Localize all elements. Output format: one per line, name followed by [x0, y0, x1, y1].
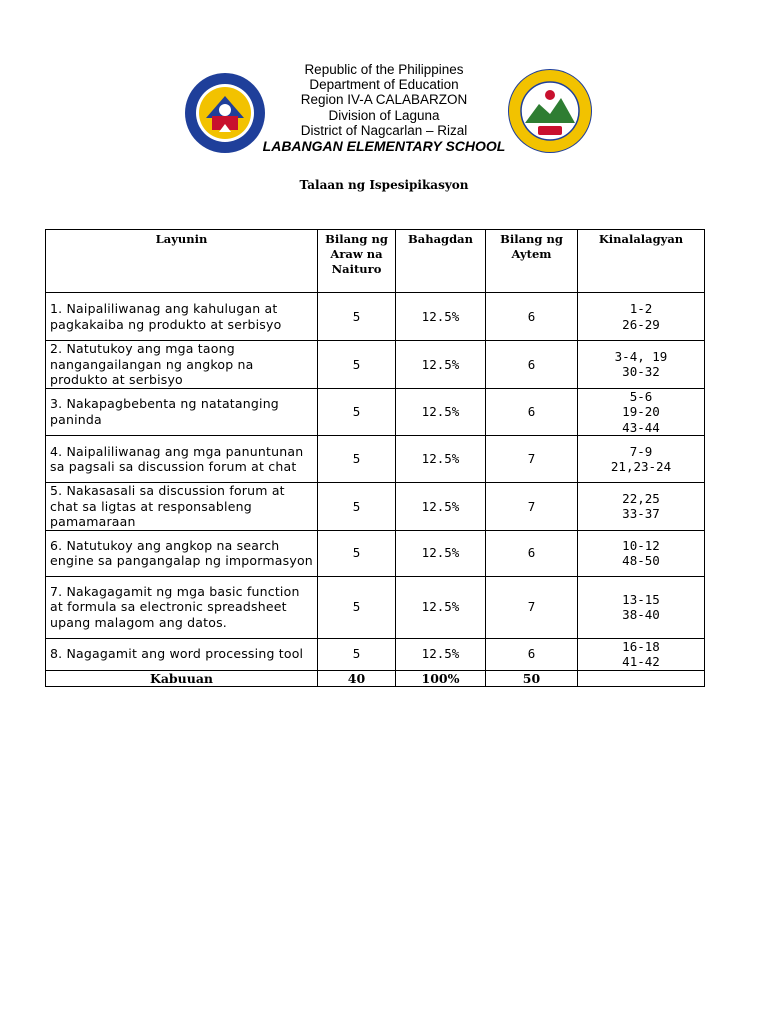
kinalalagyan-line: 26-29 [622, 316, 660, 332]
table-row [46, 341, 705, 389]
aytem-cell: 7 [486, 436, 578, 483]
table-row [46, 576, 705, 638]
header-lines [0, 62, 768, 138]
header-line-district: District of Nagcarlan – Rizal [300, 122, 468, 138]
aytem-cell: 7 [486, 576, 578, 638]
column-header-kinalalagyan: Kinalalagyan [578, 230, 705, 293]
kinalalagyan-line: 33-37 [622, 506, 660, 522]
table-row [46, 388, 705, 436]
kinalalagyan-cell [578, 293, 705, 341]
header-line-region: Region IV-A CALABARZON [300, 92, 468, 108]
total-aytem: 50 [486, 670, 578, 687]
layunin-cell: 8. Nagagamit ang word processing tool [46, 638, 318, 670]
layunin-cell: 1. Naipaliliwanag ang kahulugan at pagkakaiba ng produkto at serbisyo [46, 293, 318, 341]
araw-cell: 5 [318, 576, 396, 638]
araw-cell: 5 [318, 293, 396, 341]
header-line-department: Department of Education [309, 77, 459, 93]
kinalalagyan-line: 30-32 [622, 364, 660, 380]
kinalalagyan-line: 5-6 [629, 388, 653, 404]
kinalalagyan-line: 1-2 [629, 301, 653, 316]
total-row [46, 670, 705, 687]
layunin-cell: 4. Naipaliliwanag ang mga panuntunan sa pagsali sa discussion forum at chat [46, 436, 318, 483]
aytem-cell: 6 [486, 388, 578, 436]
bahagdan-cell: 12.5% [396, 341, 486, 389]
aytem-cell: 6 [486, 293, 578, 341]
table-header-row [46, 230, 705, 293]
araw-cell: 5 [318, 530, 396, 576]
bahagdan-cell: 12.5% [396, 483, 486, 531]
bahagdan-cell: 12.5% [396, 388, 486, 436]
layunin-cell: 5. Nakasasali sa discussion forum at chat sa ligtas at responsableng pamamaraan [46, 483, 318, 531]
column-header-araw: Bilang ng Araw na Naituro [318, 230, 396, 293]
kinalalagyan-cell [578, 483, 705, 531]
aytem-cell: 6 [486, 341, 578, 389]
kinalalagyan-cell [578, 530, 705, 576]
bahagdan-cell: 12.5% [396, 638, 486, 670]
layunin-cell: 3. Nakapagbebenta ng natatanging paninda [46, 388, 318, 436]
specification-table [45, 229, 705, 687]
aytem-cell: 7 [486, 483, 578, 531]
total-kinalalagyan [578, 670, 705, 687]
school-name: LABANGAN ELEMENTARY SCHOOL [262, 138, 506, 154]
aytem-cell: 6 [486, 530, 578, 576]
header-line-republic: Republic of the Philippines [304, 62, 464, 77]
column-header-bahagdan: Bahagdan [396, 230, 486, 293]
bahagdan-cell: 12.5% [396, 530, 486, 576]
kinalalagyan-line: 10-12 [622, 537, 660, 553]
kinalalagyan-cell [578, 638, 705, 670]
total-label: Kabuuan [46, 670, 318, 687]
kinalalagyan-line: 21,23-24 [610, 459, 672, 474]
kinalalagyan-line: 16-18 [622, 638, 660, 654]
kinalalagyan-line: 43-44 [622, 419, 660, 435]
kinalalagyan-cell [578, 436, 705, 483]
aytem-cell: 6 [486, 638, 578, 670]
total-bahagdan: 100% [396, 670, 486, 687]
kinalalagyan-cell [578, 341, 705, 389]
araw-cell: 5 [318, 388, 396, 436]
bahagdan-cell: 12.5% [396, 293, 486, 341]
araw-cell: 5 [318, 638, 396, 670]
kinalalagyan-line: 13-15 [622, 591, 660, 607]
araw-cell: 5 [318, 341, 396, 389]
layunin-cell: 7. Nakagagamit ng mga basic function at formula sa electronic spreadsheet upang malagom ang datos. [46, 576, 318, 638]
kinalalagyan-cell [578, 576, 705, 638]
kinalalagyan-line: 7-9 [629, 443, 653, 459]
kinalalagyan-line: 48-50 [622, 553, 660, 568]
bahagdan-cell: 12.5% [396, 436, 486, 483]
table-row [46, 483, 705, 531]
bahagdan-cell: 12.5% [396, 576, 486, 638]
table-row [46, 530, 705, 576]
kinalalagyan-line: 19-20 [622, 404, 660, 419]
kinalalagyan-line: 41-42 [622, 654, 660, 669]
kinalalagyan-line: 3-4, 19 [614, 348, 668, 364]
column-header-layunin: Layunin [46, 230, 318, 293]
document-title: Talaan ng Ispesipikasyon [299, 178, 469, 192]
total-araw: 40 [318, 670, 396, 687]
araw-cell: 5 [318, 436, 396, 483]
table-row [46, 293, 705, 341]
kinalalagyan-cell [578, 388, 705, 436]
column-header-aytem: Bilang ng Aytem [486, 230, 578, 293]
layunin-cell: 6. Natutukoy ang angkop na search engine sa pangangalap ng impormasyon [46, 530, 318, 576]
layunin-cell: 2. Natutukoy ang mga taong nangangailangan ng angkop na produkto at serbisyo [46, 341, 318, 389]
kinalalagyan-line: 22,25 [622, 490, 660, 506]
header-line-division: Division of Laguna [328, 107, 440, 123]
araw-cell: 5 [318, 483, 396, 531]
table-row [46, 436, 705, 483]
kinalalagyan-line: 38-40 [622, 607, 660, 622]
table-row [46, 638, 705, 670]
